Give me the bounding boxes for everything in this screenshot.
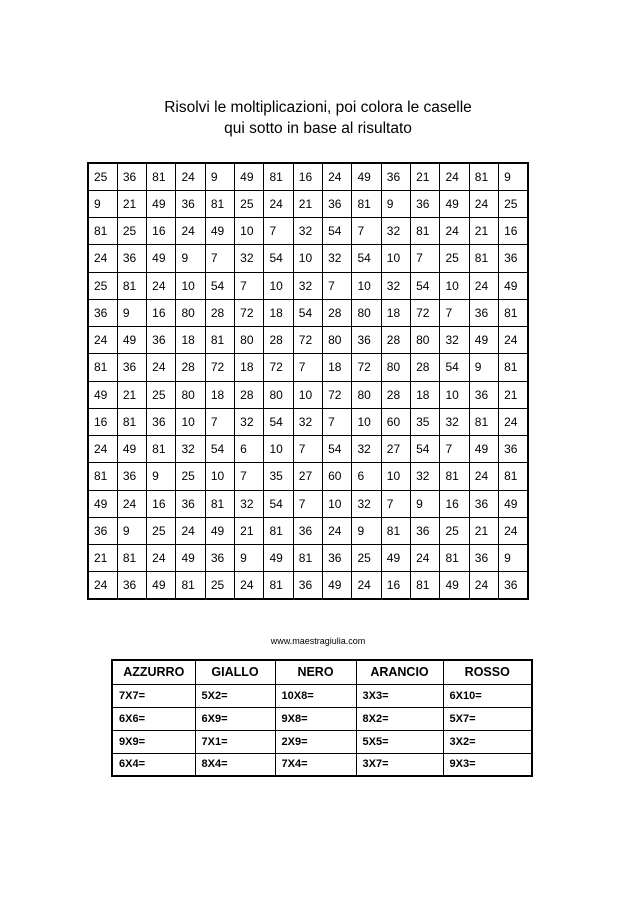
multiplication-problem: 10X8=: [275, 684, 356, 707]
grid-row: [88, 517, 528, 544]
grid-cell[interactable]: 18: [381, 299, 410, 326]
grid-cell[interactable]: 35: [264, 463, 293, 490]
legend-color-header: ARANCIO: [356, 660, 443, 684]
grid-cell[interactable]: 16: [381, 572, 410, 599]
legend-row: [112, 684, 532, 707]
grid-cell[interactable]: 36: [352, 327, 381, 354]
grid-cell[interactable]: 49: [147, 572, 176, 599]
color-legend-table: [111, 659, 533, 777]
grid-row: [88, 545, 528, 572]
grid-cell[interactable]: 10: [176, 408, 205, 435]
grid-cell[interactable]: 36: [469, 545, 498, 572]
grid-cell[interactable]: 25: [352, 545, 381, 572]
grid-cell[interactable]: 36: [205, 545, 234, 572]
grid-cell[interactable]: 7: [235, 463, 264, 490]
grid-cell[interactable]: 10: [381, 463, 410, 490]
grid-cell[interactable]: 9: [147, 463, 176, 490]
grid-cell[interactable]: 18: [323, 354, 352, 381]
multiplication-problem: 2X9=: [275, 730, 356, 753]
grid-cell[interactable]: 25: [235, 190, 264, 217]
grid-cell[interactable]: 49: [440, 572, 469, 599]
grid-cell[interactable]: 81: [176, 572, 205, 599]
grid-row: [88, 572, 528, 599]
grid-cell[interactable]: 81: [117, 272, 146, 299]
grid-cell[interactable]: 21: [293, 190, 322, 217]
grid-cell[interactable]: 24: [323, 517, 352, 544]
grid-cell[interactable]: 32: [323, 245, 352, 272]
grid-cell[interactable]: 24: [147, 272, 176, 299]
grid-cell[interactable]: 36: [411, 190, 440, 217]
multiplication-problem: 8X4=: [195, 753, 275, 776]
grid-cell[interactable]: 25: [147, 517, 176, 544]
grid-cell[interactable]: 9: [469, 354, 498, 381]
grid-cell[interactable]: 24: [147, 545, 176, 572]
grid-cell[interactable]: 54: [323, 436, 352, 463]
grid-cell[interactable]: 81: [205, 490, 234, 517]
grid-cell[interactable]: 36: [499, 436, 528, 463]
grid-cell[interactable]: 72: [411, 299, 440, 326]
grid-cell[interactable]: 24: [88, 436, 117, 463]
grid-cell[interactable]: 80: [323, 327, 352, 354]
grid-cell[interactable]: 81: [264, 572, 293, 599]
grid-cell[interactable]: 54: [411, 272, 440, 299]
multiplication-problem: 6X4=: [112, 753, 195, 776]
grid-cell[interactable]: 7: [381, 490, 410, 517]
grid-cell[interactable]: 32: [293, 218, 322, 245]
grid-cell[interactable]: 54: [264, 408, 293, 435]
multiplication-problem: 6X6=: [112, 707, 195, 730]
grid-cell[interactable]: 10: [293, 381, 322, 408]
grid-cell[interactable]: 24: [88, 327, 117, 354]
grid-cell[interactable]: 54: [264, 245, 293, 272]
grid-cell[interactable]: 18: [176, 327, 205, 354]
grid-cell[interactable]: 32: [352, 490, 381, 517]
grid-cell[interactable]: 81: [469, 408, 498, 435]
grid-cell[interactable]: 36: [117, 245, 146, 272]
grid-cell[interactable]: 81: [205, 190, 234, 217]
grid-cell[interactable]: 81: [352, 190, 381, 217]
grid-cell[interactable]: 9: [352, 517, 381, 544]
grid-cell[interactable]: 16: [147, 490, 176, 517]
grid-cell[interactable]: 21: [469, 218, 498, 245]
grid-cell[interactable]: 10: [352, 408, 381, 435]
legend-color-header: AZZURRO: [112, 660, 195, 684]
grid-row: [88, 327, 528, 354]
grid-cell[interactable]: 49: [88, 381, 117, 408]
grid-cell[interactable]: 36: [88, 517, 117, 544]
grid-cell[interactable]: 24: [352, 572, 381, 599]
grid-cell[interactable]: 54: [411, 436, 440, 463]
grid-cell[interactable]: 36: [469, 381, 498, 408]
grid-cell[interactable]: 36: [411, 517, 440, 544]
grid-cell[interactable]: 25: [499, 190, 528, 217]
grid-cell[interactable]: 9: [499, 545, 528, 572]
grid-cell[interactable]: 9: [381, 190, 410, 217]
multiplication-problem: 5X5=: [356, 730, 443, 753]
grid-cell[interactable]: 36: [469, 490, 498, 517]
grid-cell[interactable]: 49: [147, 190, 176, 217]
grid-cell[interactable]: 21: [411, 163, 440, 190]
grid-cell[interactable]: 54: [205, 272, 234, 299]
grid-cell[interactable]: 54: [264, 490, 293, 517]
grid-cell[interactable]: 81: [264, 517, 293, 544]
multiplication-problem: 7X4=: [275, 753, 356, 776]
title-line-2: qui sotto in base al risultato: [224, 120, 412, 137]
grid-cell[interactable]: 54: [352, 245, 381, 272]
grid-cell[interactable]: 7: [205, 408, 234, 435]
grid-cell[interactable]: 36: [499, 245, 528, 272]
multiplication-problem: 5X7=: [443, 707, 532, 730]
grid-cell[interactable]: 18: [235, 354, 264, 381]
grid-cell[interactable]: 16: [293, 163, 322, 190]
grid-cell[interactable]: 81: [117, 408, 146, 435]
grid-cell[interactable]: 80: [235, 327, 264, 354]
grid-cell[interactable]: 9: [411, 490, 440, 517]
grid-cell[interactable]: 28: [235, 381, 264, 408]
grid-cell[interactable]: 10: [205, 463, 234, 490]
grid-cell[interactable]: 54: [440, 354, 469, 381]
grid-cell[interactable]: 21: [88, 545, 117, 572]
grid-cell[interactable]: 72: [352, 354, 381, 381]
grid-cell[interactable]: 36: [293, 572, 322, 599]
grid-cell[interactable]: 18: [205, 381, 234, 408]
grid-cell[interactable]: 24: [88, 245, 117, 272]
grid-cell[interactable]: 81: [381, 517, 410, 544]
grid-cell[interactable]: 80: [176, 299, 205, 326]
grid-cell[interactable]: 81: [88, 218, 117, 245]
multiplication-problem: 9X9=: [112, 730, 195, 753]
grid-cell[interactable]: 7: [235, 272, 264, 299]
legend-color-header: ROSSO: [443, 660, 532, 684]
grid-cell[interactable]: 36: [147, 408, 176, 435]
grid-cell[interactable]: 7: [440, 299, 469, 326]
grid-cell[interactable]: 72: [323, 381, 352, 408]
grid-cell[interactable]: 49: [117, 327, 146, 354]
grid-cell[interactable]: 24: [88, 572, 117, 599]
grid-cell[interactable]: 27: [293, 463, 322, 490]
grid-cell[interactable]: 28: [411, 354, 440, 381]
grid-cell[interactable]: 10: [264, 436, 293, 463]
legend-row: [112, 707, 532, 730]
grid-cell[interactable]: 32: [293, 408, 322, 435]
grid-cell[interactable]: 6: [235, 436, 264, 463]
grid-cell[interactable]: 32: [440, 327, 469, 354]
grid-cell[interactable]: 9: [235, 545, 264, 572]
multiplication-problem: 7X7=: [112, 684, 195, 707]
grid-row: [88, 163, 528, 190]
grid-cell[interactable]: 10: [381, 245, 410, 272]
grid-cell[interactable]: 81: [440, 463, 469, 490]
grid-cell[interactable]: 9: [205, 163, 234, 190]
grid-cell[interactable]: 36: [176, 190, 205, 217]
grid-cell[interactable]: 24: [176, 218, 205, 245]
multiplication-problem: 3X7=: [356, 753, 443, 776]
grid-cell[interactable]: 24: [440, 163, 469, 190]
grid-cell[interactable]: 81: [205, 327, 234, 354]
grid-cell[interactable]: 25: [440, 517, 469, 544]
grid-cell[interactable]: 81: [88, 463, 117, 490]
grid-cell[interactable]: 81: [499, 463, 528, 490]
grid-cell[interactable]: 80: [352, 381, 381, 408]
grid-cell[interactable]: 36: [323, 545, 352, 572]
grid-cell[interactable]: 36: [499, 572, 528, 599]
grid-cell[interactable]: 72: [264, 354, 293, 381]
grid-cell[interactable]: 24: [176, 163, 205, 190]
grid-cell[interactable]: 72: [205, 354, 234, 381]
grid-cell[interactable]: 28: [381, 381, 410, 408]
grid-cell[interactable]: 81: [499, 354, 528, 381]
grid-cell[interactable]: 28: [323, 299, 352, 326]
grid-cell[interactable]: 9: [499, 163, 528, 190]
grid-cell[interactable]: 80: [264, 381, 293, 408]
website-url: www.maestragiulia.com: [270, 636, 366, 646]
grid-cell[interactable]: 49: [440, 190, 469, 217]
grid-cell[interactable]: 7: [205, 245, 234, 272]
grid-cell[interactable]: 24: [264, 190, 293, 217]
grid-cell[interactable]: 36: [293, 517, 322, 544]
multiplication-problem: 6X10=: [443, 684, 532, 707]
grid-cell[interactable]: 49: [205, 218, 234, 245]
grid-cell[interactable]: 81: [411, 572, 440, 599]
multiplication-problem: 9X3=: [443, 753, 532, 776]
grid-cell[interactable]: 49: [117, 436, 146, 463]
grid-cell[interactable]: 32: [381, 218, 410, 245]
grid-cell[interactable]: 81: [469, 245, 498, 272]
grid-cell[interactable]: 49: [147, 245, 176, 272]
grid-cell[interactable]: 80: [176, 381, 205, 408]
grid-cell[interactable]: 49: [323, 572, 352, 599]
grid-cell[interactable]: 54: [205, 436, 234, 463]
grid-cell[interactable]: 7: [293, 354, 322, 381]
grid-cell[interactable]: 10: [323, 490, 352, 517]
grid-cell[interactable]: 32: [440, 408, 469, 435]
grid-cell[interactable]: 72: [235, 299, 264, 326]
grid-cell[interactable]: 81: [117, 545, 146, 572]
grid-cell[interactable]: 36: [469, 299, 498, 326]
grid-row: [88, 299, 528, 326]
grid-cell[interactable]: 7: [264, 218, 293, 245]
grid-cell[interactable]: 81: [499, 299, 528, 326]
grid-cell[interactable]: 32: [293, 272, 322, 299]
grid-cell[interactable]: 36: [88, 299, 117, 326]
grid-cell[interactable]: 21: [117, 190, 146, 217]
grid-cell[interactable]: 36: [117, 463, 146, 490]
multiplication-problem: 9X8=: [275, 707, 356, 730]
grid-cell[interactable]: 10: [176, 272, 205, 299]
grid-cell[interactable]: 49: [352, 163, 381, 190]
legend-color-header: NERO: [275, 660, 356, 684]
grid-cell[interactable]: 25: [88, 272, 117, 299]
grid-row: [88, 272, 528, 299]
grid-cell[interactable]: 7: [411, 245, 440, 272]
grid-cell[interactable]: 18: [411, 381, 440, 408]
grid-cell[interactable]: 21: [235, 517, 264, 544]
grid-cell[interactable]: 49: [264, 545, 293, 572]
grid-row: [88, 463, 528, 490]
grid-cell[interactable]: 81: [411, 218, 440, 245]
grid-cell[interactable]: 16: [499, 218, 528, 245]
grid-cell[interactable]: 25: [176, 463, 205, 490]
grid-cell[interactable]: 24: [235, 572, 264, 599]
grid-cell[interactable]: 80: [352, 299, 381, 326]
grid-cell[interactable]: 81: [293, 545, 322, 572]
grid-cell[interactable]: 49: [235, 163, 264, 190]
grid-cell[interactable]: 81: [264, 163, 293, 190]
grid-cell[interactable]: 49: [381, 545, 410, 572]
grid-cell[interactable]: 28: [381, 327, 410, 354]
grid-cell[interactable]: 7: [352, 218, 381, 245]
grid-cell[interactable]: 36: [381, 163, 410, 190]
grid-cell[interactable]: 36: [117, 163, 146, 190]
grid-cell[interactable]: 32: [235, 245, 264, 272]
grid-row: [88, 218, 528, 245]
grid-cell[interactable]: 24: [469, 572, 498, 599]
grid-cell[interactable]: 16: [147, 218, 176, 245]
grid-cell[interactable]: 7: [440, 436, 469, 463]
grid-cell[interactable]: 18: [264, 299, 293, 326]
grid-cell[interactable]: 16: [147, 299, 176, 326]
grid-cell[interactable]: 24: [147, 354, 176, 381]
grid-cell[interactable]: 9: [117, 299, 146, 326]
grid-cell[interactable]: 9: [176, 245, 205, 272]
grid-cell[interactable]: 80: [411, 327, 440, 354]
grid-cell[interactable]: 80: [381, 354, 410, 381]
grid-cell[interactable]: 60: [323, 463, 352, 490]
grid-cell[interactable]: 21: [117, 381, 146, 408]
multiplication-problem: 5X2=: [195, 684, 275, 707]
grid-row: [88, 190, 528, 217]
grid-cell[interactable]: 24: [440, 218, 469, 245]
grid-row: [88, 436, 528, 463]
grid-cell[interactable]: 9: [117, 517, 146, 544]
grid-cell[interactable]: 24: [469, 190, 498, 217]
grid-cell[interactable]: 60: [381, 408, 410, 435]
grid-cell[interactable]: 81: [88, 354, 117, 381]
grid-cell[interactable]: 10: [293, 245, 322, 272]
grid-cell[interactable]: 24: [469, 463, 498, 490]
grid-cell[interactable]: 25: [440, 245, 469, 272]
grid-cell[interactable]: 24: [323, 163, 352, 190]
grid-cell[interactable]: 24: [469, 272, 498, 299]
grid-cell[interactable]: 72: [293, 327, 322, 354]
grid-cell[interactable]: 36: [147, 327, 176, 354]
multiplication-problem: 3X2=: [443, 730, 532, 753]
grid-cell[interactable]: 36: [117, 572, 146, 599]
grid-cell[interactable]: 16: [440, 490, 469, 517]
grid-cell[interactable]: 32: [235, 490, 264, 517]
grid-cell[interactable]: 21: [499, 381, 528, 408]
grid-cell[interactable]: 16: [88, 408, 117, 435]
grid-cell[interactable]: 10: [440, 272, 469, 299]
legend-header-row: [112, 660, 532, 684]
grid-cell[interactable]: 7: [293, 436, 322, 463]
grid-cell[interactable]: 81: [147, 163, 176, 190]
grid-cell[interactable]: 81: [469, 163, 498, 190]
grid-cell[interactable]: 49: [205, 517, 234, 544]
grid-cell[interactable]: 49: [469, 327, 498, 354]
grid-cell[interactable]: 10: [352, 272, 381, 299]
grid-row: [88, 408, 528, 435]
grid-cell[interactable]: 32: [352, 436, 381, 463]
grid-cell[interactable]: 10: [235, 218, 264, 245]
grid-cell[interactable]: 27: [381, 436, 410, 463]
grid-cell[interactable]: 35: [411, 408, 440, 435]
grid-cell[interactable]: 32: [381, 272, 410, 299]
grid-cell[interactable]: 54: [293, 299, 322, 326]
grid-cell[interactable]: 49: [499, 490, 528, 517]
grid-cell[interactable]: 49: [88, 490, 117, 517]
grid-cell[interactable]: 36: [117, 354, 146, 381]
grid-cell[interactable]: 10: [264, 272, 293, 299]
grid-cell[interactable]: 24: [499, 408, 528, 435]
multiplication-problem: 6X9=: [195, 707, 275, 730]
grid-cell[interactable]: 10: [440, 381, 469, 408]
grid-row: [88, 245, 528, 272]
grid-row: [88, 354, 528, 381]
grid-cell[interactable]: 25: [88, 163, 117, 190]
grid-cell[interactable]: 6: [352, 463, 381, 490]
grid-cell[interactable]: 24: [117, 490, 146, 517]
grid-cell[interactable]: 36: [323, 190, 352, 217]
grid-cell[interactable]: 49: [176, 545, 205, 572]
legend-color-header: GIALLO: [195, 660, 275, 684]
grid-cell[interactable]: 24: [176, 517, 205, 544]
grid-cell[interactable]: 32: [411, 463, 440, 490]
multiplication-problem: 7X1=: [195, 730, 275, 753]
grid-cell[interactable]: 32: [235, 408, 264, 435]
grid-cell[interactable]: 25: [205, 572, 234, 599]
grid-cell[interactable]: 28: [264, 327, 293, 354]
grid-cell[interactable]: 24: [411, 545, 440, 572]
grid-cell[interactable]: 24: [499, 327, 528, 354]
multiplication-problem: 3X3=: [356, 684, 443, 707]
grid-cell[interactable]: 54: [323, 218, 352, 245]
grid-cell[interactable]: 28: [205, 299, 234, 326]
multiplication-problem: 8X2=: [356, 707, 443, 730]
grid-cell[interactable]: 24: [499, 517, 528, 544]
grid-cell[interactable]: 7: [323, 272, 352, 299]
grid-cell[interactable]: 21: [469, 517, 498, 544]
grid-row: [88, 381, 528, 408]
legend-row: [112, 753, 532, 776]
grid-cell[interactable]: 25: [117, 218, 146, 245]
grid-cell[interactable]: 25: [147, 381, 176, 408]
worksheet-title: [0, 97, 636, 139]
legend-row: [112, 730, 532, 753]
grid-cell[interactable]: 32: [176, 436, 205, 463]
grid-row: [88, 490, 528, 517]
grid-cell[interactable]: 7: [323, 408, 352, 435]
grid-cell[interactable]: 49: [469, 436, 498, 463]
grid-cell[interactable]: 81: [440, 545, 469, 572]
number-grid: [87, 162, 529, 600]
grid-cell[interactable]: 9: [88, 190, 117, 217]
grid-cell[interactable]: 36: [176, 490, 205, 517]
grid-cell[interactable]: 28: [176, 354, 205, 381]
grid-cell[interactable]: 7: [293, 490, 322, 517]
title-line-1: Risolvi le moltiplicazioni, poi colora le caselle: [164, 99, 472, 116]
grid-cell[interactable]: 49: [499, 272, 528, 299]
grid-cell[interactable]: 81: [147, 436, 176, 463]
